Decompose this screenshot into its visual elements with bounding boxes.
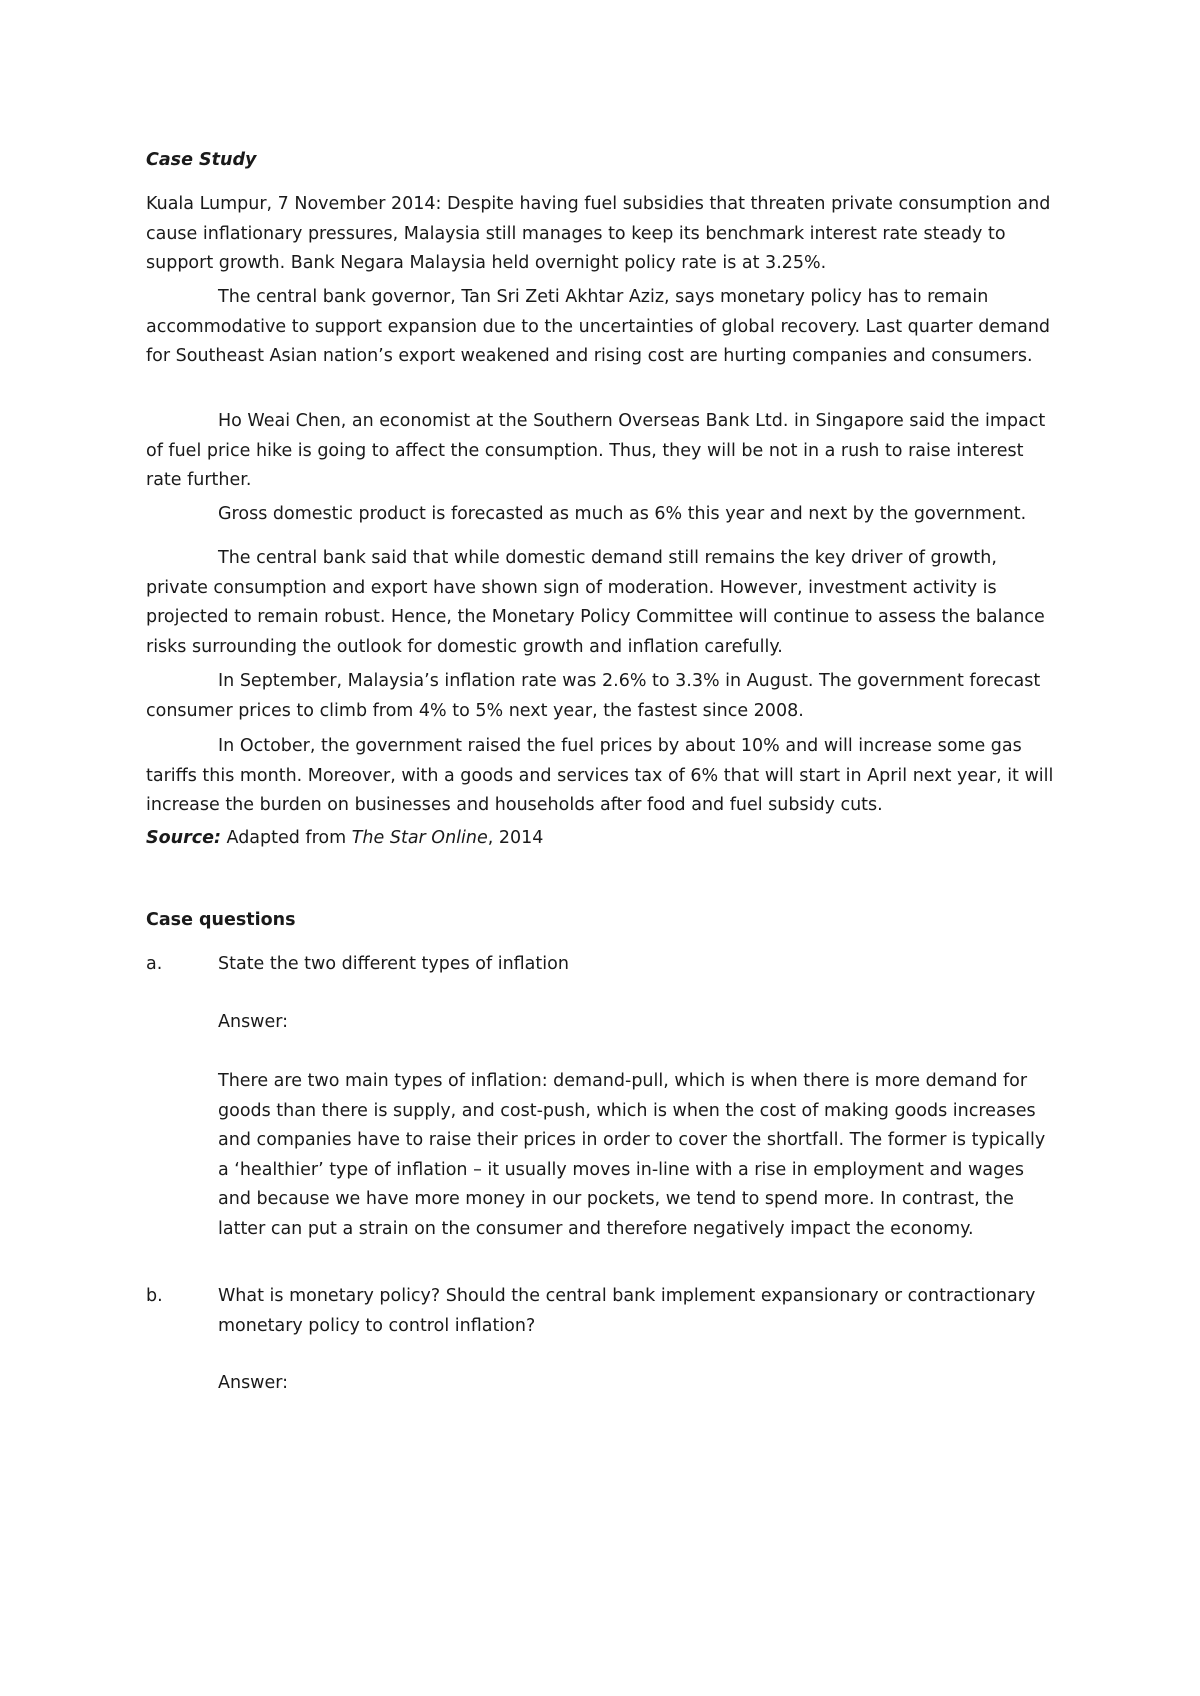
question-a bbox=[146, 950, 1056, 980]
source-post: , 2014 bbox=[487, 828, 544, 848]
paragraph-intro: Kuala Lumpur, 7 November 2014: Despite having fuel subsidies that threaten private consumption and cause inflationary pressures, Malaysia still manages to keep its benchmark interest rate steady to support growth. Bank Negara Malaysia held overnight policy rate is at 3.25%. bbox=[146, 194, 1051, 273]
question-b-text: What is monetary policy? Should the central bank implement expansionary or contractionary monetary policy to control inflation? bbox=[218, 1286, 1036, 1336]
source-line bbox=[146, 824, 1056, 854]
case-questions-heading: Case questions bbox=[146, 910, 296, 930]
paragraph-fuel-prices: In October, the government raised the fuel prices by about 10% and will increase some gas tariffs this month. Moreover, with a goods and services tax of 6% that will start in April next year, it will increase the burden on businesses and households after food and fuel subsidy cuts. bbox=[146, 736, 1054, 815]
source-title: The Star Online bbox=[351, 828, 488, 848]
question-a-text: State the two different types of inflation bbox=[218, 954, 569, 974]
question-a-letter: a. bbox=[146, 954, 163, 974]
case-study-heading: Case Study bbox=[146, 150, 257, 170]
question-b bbox=[146, 1282, 1056, 1341]
paragraph-economist: Ho Weai Chen, an economist at the Southern Overseas Bank Ltd. in Singapore said the impact of fuel price hike is going to affect the consumption. Thus, they will be not in a rush to raise interest rate further. bbox=[146, 411, 1046, 490]
question-b-answer-label: Answer: bbox=[218, 1373, 289, 1393]
paragraph-governor: The central bank governor, Tan Sri Zeti Akhtar Aziz, says monetary policy has to remain accommodative to support expansion due to the uncertainties of global recovery. Last quarter demand for Southeast Asian nation’s export weakened and rising cost are hurting companies and consumers. bbox=[146, 287, 1051, 366]
paragraph-gdp: Gross domestic product is forecasted as much as 6% this year and next by the government. bbox=[218, 504, 1027, 524]
paragraph-inflation-rate: In September, Malaysia’s inflation rate was 2.6% to 3.3% in August. The government forecast consumer prices to climb from 4% to 5% next year, the fastest since 2008. bbox=[146, 671, 1041, 721]
paragraph-central-bank: The central bank said that while domestic demand still remains the key driver of growth, private consumption and export have shown sign of moderation. However, investment activity is projected to remain robust. Hence, the Monetary Policy Committee will continue to assess the balance risks surrounding the outlook for domestic growth and inflation carefully. bbox=[146, 548, 1045, 657]
question-b-letter: b. bbox=[146, 1286, 163, 1306]
source-label: Source: bbox=[146, 828, 221, 848]
source-pre: Adapted from bbox=[220, 828, 352, 848]
question-a-answer: There are two main types of inflation: demand-pull, which is when there is more demand for goods than there is supply, and cost-push, which is when the cost of making goods increases and companies have to raise their prices in order to cover the shortfall. The former is typically a ‘healthier’ type of inflation – it usually moves in-line with a rise in employment and wages and because we have more money in our pockets, we tend to spend more. In contrast, the latter can put a strain on the consumer and therefore negatively impact the economy. bbox=[218, 1071, 1046, 1239]
question-a-answer-label: Answer: bbox=[218, 1012, 289, 1032]
